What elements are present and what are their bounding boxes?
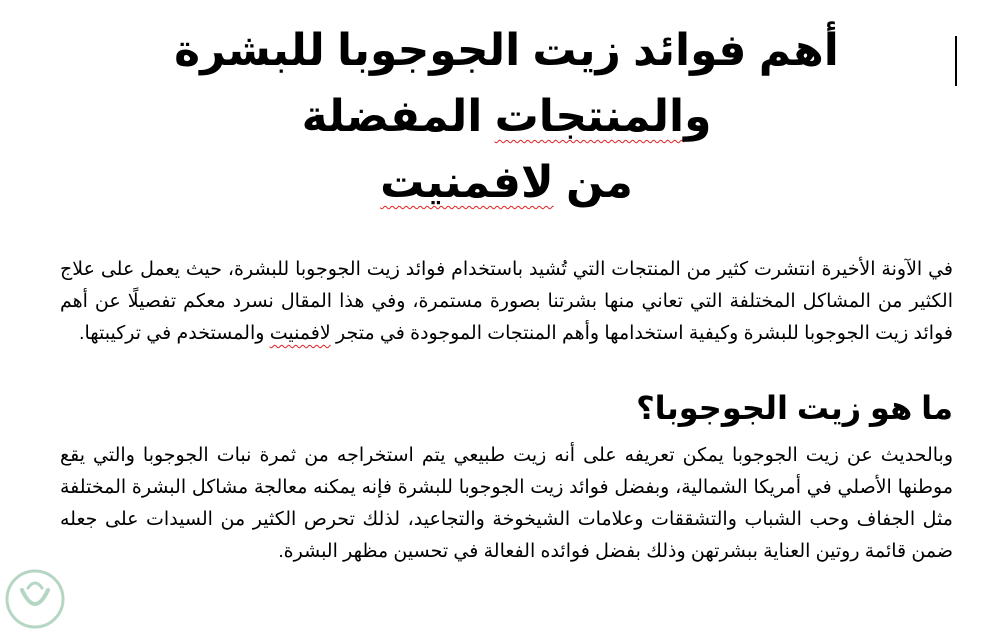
page-title[interactable] <box>60 18 953 216</box>
section-heading[interactable]: ما هو زيت الجوجوبا؟ <box>636 390 953 426</box>
intro-paragraph[interactable] <box>60 254 953 350</box>
document-body <box>60 18 953 568</box>
title-spellcheck-word-1[interactable]: المنتجات <box>494 92 685 141</box>
title-spellcheck-word-2[interactable]: لافمنيت <box>380 158 554 207</box>
leaf-badge-icon <box>4 568 66 630</box>
intro-spellcheck-word[interactable]: لافمنيت <box>269 323 331 344</box>
intro-text-after: والمستخدم في تركيبتها. <box>79 323 270 344</box>
title-line2-part1: من <box>553 158 633 207</box>
title-line1-part2: المفضلة <box>301 92 495 141</box>
title-line1-part1: أهم فوائد زيت الجوجوبا للبشرة و <box>174 26 839 141</box>
title-block <box>60 18 953 216</box>
text-cursor <box>955 36 957 86</box>
section-paragraph[interactable]: وبالحديث عن زيت الجوجوبا يمكن تعريفه على أنه زيت طبيعي يتم استخراجه من ثمرة نبات الجوجوبا والتي يقع موطنها الأصلي في أمريكا الشمالية، وبفضل فوائد زيت الجوجوبا للبشرة فإنه يمكنه معالجة مشاكل البشرة المختلفة مثل الجفاف وحب الشباب والتشققات وعلامات الشيخوخة والتجاعيد، لذلك تحرص الكثير من السيدات على جعله ضمن قائمة روتين العناية ببشرتهن وذلك بفضل فوائده الفعالة في تحسين مظهر البشرة. <box>60 445 953 562</box>
intro-text-before: في الآونة الأخيرة انتشرت كثير من المنتجات التي تُشيد باستخدام فوائد زيت الجوجوبا للبشرة، حيث يعمل على علاج الكثير من المشاكل المختلفة التي تعاني منها بشرتنا بصورة مستمرة، وفي هذا المقال نسرد معكم تفصيلًا عن أهم فوائد زيت الجوجوبا للبشرة وكيفية استخدامها وأهم المنتجات الموجودة في متجر <box>60 259 953 344</box>
